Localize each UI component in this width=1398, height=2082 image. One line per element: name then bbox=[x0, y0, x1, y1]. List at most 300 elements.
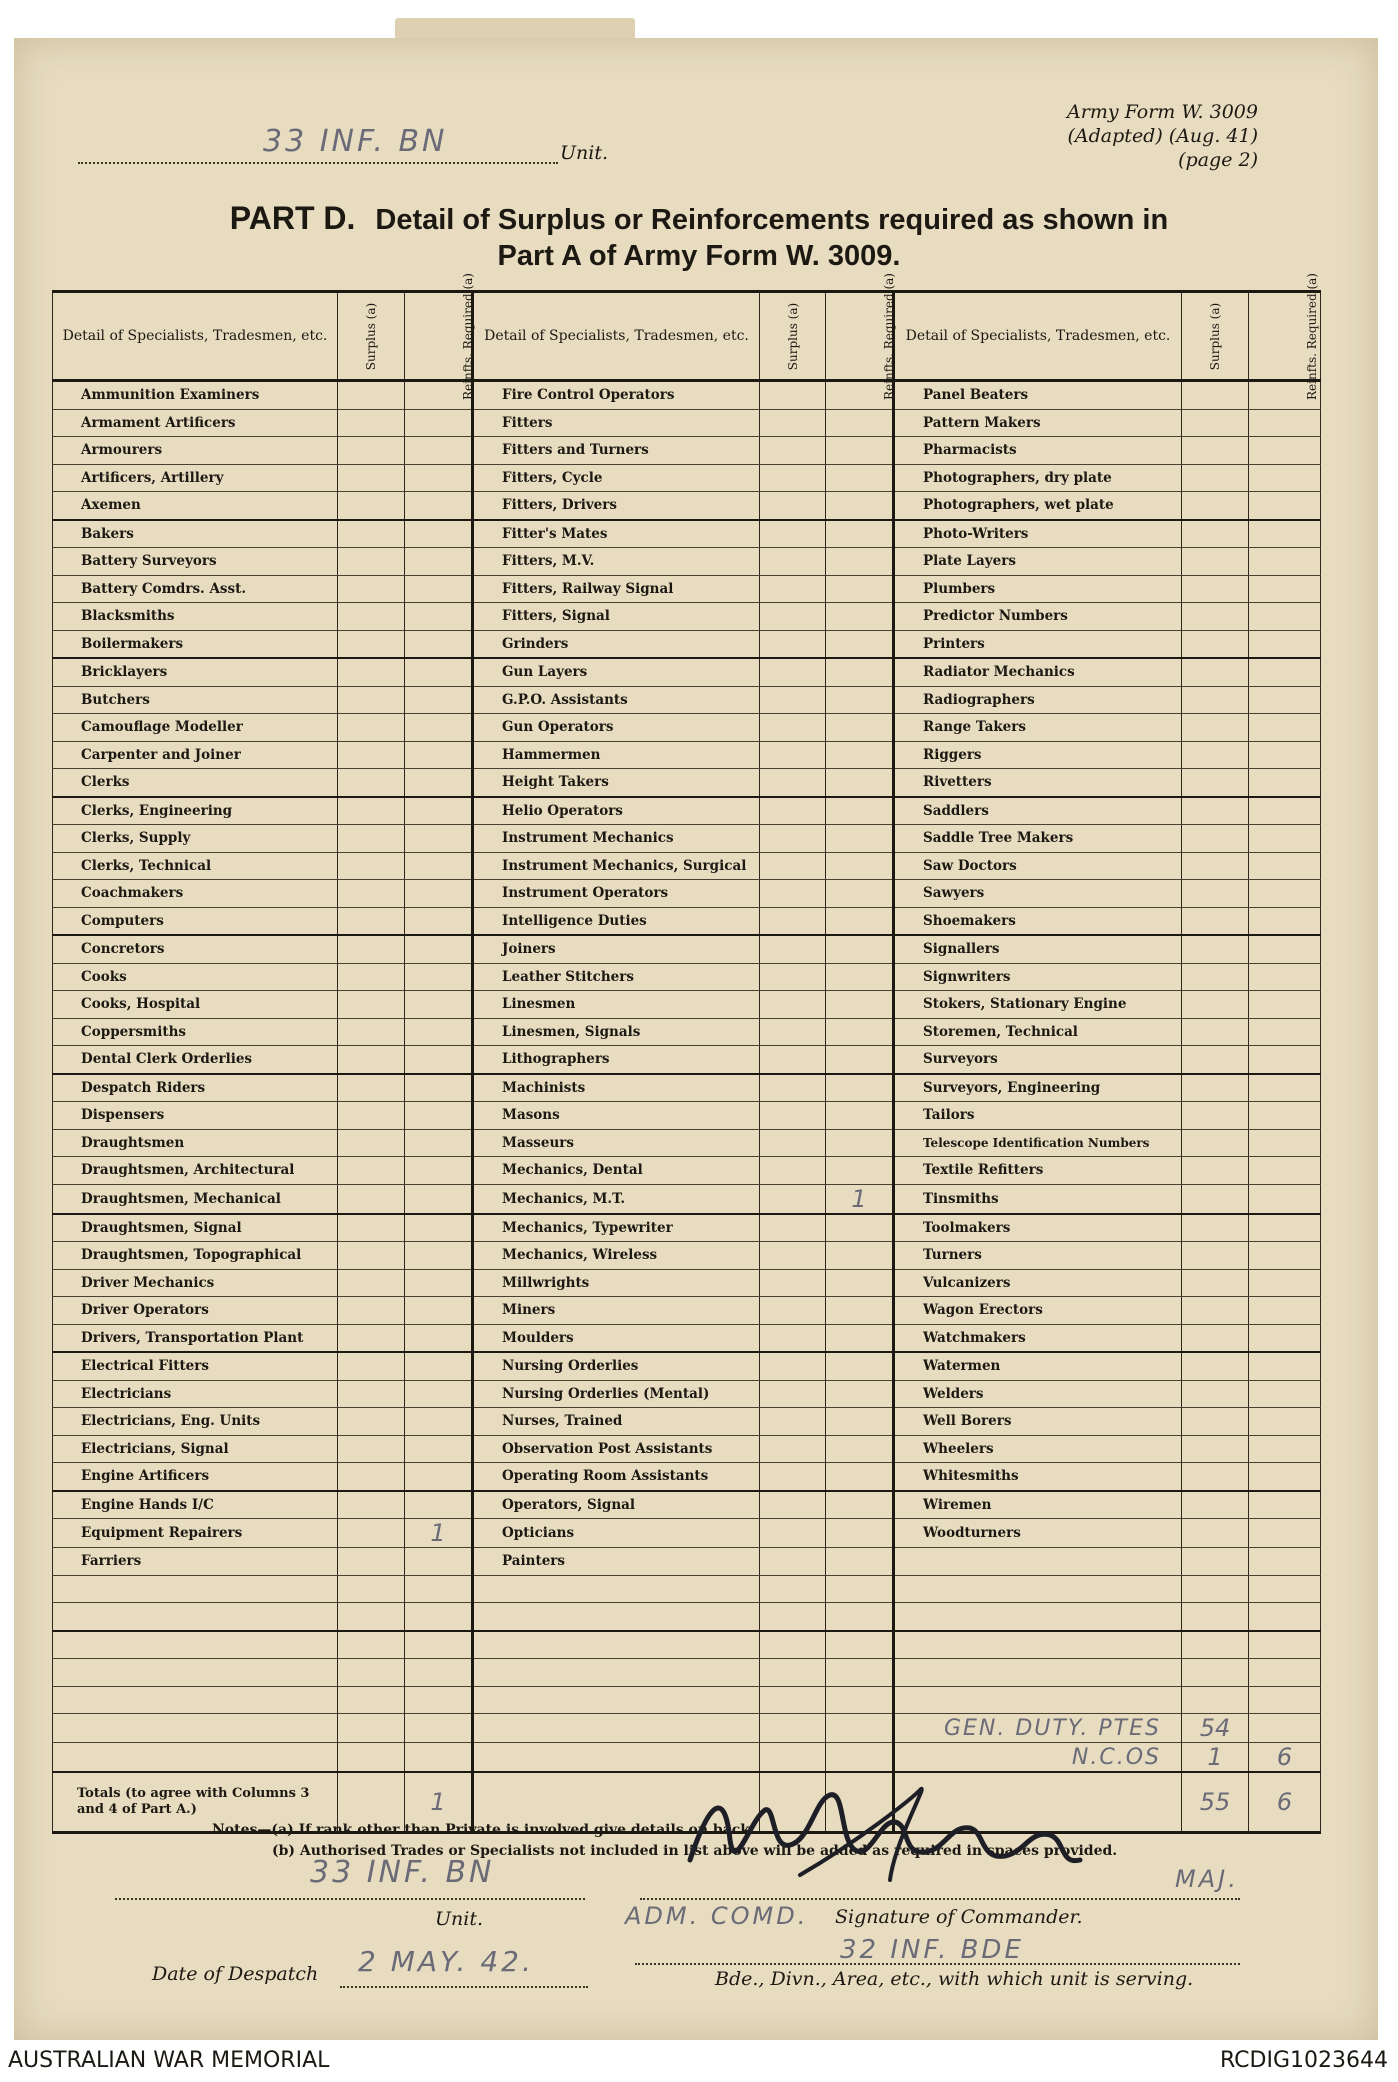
reinfts-cell[interactable] bbox=[1249, 437, 1321, 465]
surplus-cell[interactable] bbox=[760, 409, 826, 437]
surplus-cell[interactable] bbox=[760, 1603, 826, 1631]
surplus-cell[interactable] bbox=[760, 1297, 826, 1325]
surplus-cell[interactable] bbox=[1182, 381, 1249, 410]
blank-name-cell[interactable] bbox=[894, 1575, 1182, 1603]
reinfts-cell[interactable] bbox=[405, 1435, 473, 1463]
reinfts-cell[interactable] bbox=[405, 1603, 473, 1631]
reinfts-cell[interactable] bbox=[405, 1463, 473, 1491]
reinfts-cell[interactable] bbox=[405, 1242, 473, 1270]
reinfts-cell[interactable] bbox=[826, 492, 894, 520]
reinfts-cell[interactable] bbox=[826, 741, 894, 769]
reinfts-cell[interactable] bbox=[1249, 1046, 1321, 1074]
reinfts-cell[interactable] bbox=[826, 409, 894, 437]
surplus-cell[interactable] bbox=[760, 1659, 826, 1687]
reinfts-cell[interactable] bbox=[405, 1214, 473, 1242]
reinfts-cell[interactable] bbox=[405, 852, 473, 880]
total-surplus-3[interactable]: 55 bbox=[1182, 1772, 1249, 1833]
surplus-cell[interactable] bbox=[1182, 963, 1249, 991]
reinfts-cell[interactable] bbox=[826, 797, 894, 825]
surplus-cell[interactable] bbox=[338, 991, 405, 1019]
reinfts-cell[interactable] bbox=[826, 437, 894, 465]
surplus-cell[interactable]: 1 bbox=[1182, 1743, 1249, 1773]
surplus-cell[interactable] bbox=[338, 630, 405, 658]
surplus-cell[interactable] bbox=[338, 1074, 405, 1102]
reinfts-cell[interactable] bbox=[405, 1297, 473, 1325]
reinfts-cell[interactable] bbox=[405, 1380, 473, 1408]
reinfts-cell[interactable] bbox=[405, 437, 473, 465]
total-reinfts-3[interactable]: 6 bbox=[1249, 1772, 1321, 1833]
reinfts-cell[interactable] bbox=[826, 575, 894, 603]
reinfts-cell[interactable] bbox=[826, 1157, 894, 1185]
reinfts-cell[interactable] bbox=[1249, 492, 1321, 520]
surplus-cell[interactable] bbox=[1182, 1548, 1249, 1576]
date-line[interactable] bbox=[340, 1986, 588, 1988]
surplus-cell[interactable] bbox=[1182, 741, 1249, 769]
surplus-cell[interactable] bbox=[338, 1269, 405, 1297]
surplus-cell[interactable] bbox=[338, 1018, 405, 1046]
reinfts-cell[interactable] bbox=[1249, 1575, 1321, 1603]
reinfts-cell[interactable] bbox=[826, 1603, 894, 1631]
reinfts-cell[interactable] bbox=[405, 1714, 473, 1743]
surplus-cell[interactable] bbox=[760, 714, 826, 742]
reinfts-cell[interactable] bbox=[1249, 825, 1321, 853]
blank-name-cell[interactable] bbox=[53, 1743, 338, 1773]
reinfts-cell[interactable] bbox=[826, 464, 894, 492]
reinfts-cell[interactable] bbox=[1249, 963, 1321, 991]
surplus-cell[interactable] bbox=[1182, 548, 1249, 576]
surplus-cell[interactable] bbox=[1182, 1074, 1249, 1102]
surplus-cell[interactable] bbox=[1182, 1603, 1249, 1631]
surplus-cell[interactable] bbox=[338, 1463, 405, 1491]
surplus-cell[interactable] bbox=[1182, 464, 1249, 492]
reinfts-cell[interactable] bbox=[405, 963, 473, 991]
reinfts-cell[interactable] bbox=[826, 963, 894, 991]
unit-line-bottom[interactable] bbox=[115, 1898, 585, 1900]
surplus-cell[interactable] bbox=[760, 852, 826, 880]
reinfts-cell[interactable] bbox=[826, 1519, 894, 1548]
added-trade[interactable]: N.C.OS bbox=[894, 1743, 1182, 1773]
reinfts-cell[interactable] bbox=[405, 1046, 473, 1074]
reinfts-cell[interactable] bbox=[826, 1046, 894, 1074]
reinfts-cell[interactable] bbox=[405, 464, 473, 492]
surplus-cell[interactable] bbox=[338, 1659, 405, 1687]
reinfts-cell[interactable] bbox=[1249, 603, 1321, 631]
surplus-cell[interactable] bbox=[1182, 686, 1249, 714]
blank-name-cell[interactable] bbox=[473, 1714, 760, 1743]
reinfts-cell[interactable] bbox=[405, 797, 473, 825]
reinfts-cell[interactable] bbox=[1249, 630, 1321, 658]
surplus-cell[interactable] bbox=[338, 907, 405, 935]
reinfts-cell[interactable] bbox=[1249, 1408, 1321, 1436]
reinfts-cell[interactable] bbox=[826, 520, 894, 548]
reinfts-cell[interactable] bbox=[1249, 797, 1321, 825]
surplus-cell[interactable] bbox=[1182, 409, 1249, 437]
surplus-cell[interactable] bbox=[760, 1074, 826, 1102]
reinfts-cell[interactable] bbox=[826, 880, 894, 908]
reinfts-cell[interactable] bbox=[405, 1018, 473, 1046]
surplus-cell[interactable] bbox=[760, 935, 826, 963]
surplus-cell[interactable] bbox=[1182, 1575, 1249, 1603]
reinfts-cell[interactable] bbox=[405, 1184, 473, 1214]
reinfts-cell[interactable] bbox=[1249, 1102, 1321, 1130]
blank-name-cell[interactable] bbox=[53, 1603, 338, 1631]
reinfts-cell[interactable] bbox=[826, 1575, 894, 1603]
reinfts-cell[interactable] bbox=[826, 686, 894, 714]
blank-name-cell[interactable] bbox=[53, 1631, 338, 1659]
blank-name-cell[interactable] bbox=[473, 1603, 760, 1631]
unit-field-top[interactable] bbox=[78, 124, 609, 164]
reinfts-cell[interactable] bbox=[826, 991, 894, 1019]
surplus-cell[interactable] bbox=[760, 1380, 826, 1408]
surplus-cell[interactable] bbox=[1182, 630, 1249, 658]
reinfts-cell[interactable] bbox=[1249, 1214, 1321, 1242]
surplus-cell[interactable] bbox=[338, 686, 405, 714]
reinfts-cell[interactable] bbox=[405, 769, 473, 797]
reinfts-cell[interactable] bbox=[826, 1548, 894, 1576]
surplus-cell[interactable] bbox=[338, 1242, 405, 1270]
reinfts-cell[interactable] bbox=[826, 1018, 894, 1046]
surplus-cell[interactable] bbox=[1182, 1214, 1249, 1242]
surplus-cell[interactable] bbox=[338, 1408, 405, 1436]
surplus-cell[interactable] bbox=[760, 1046, 826, 1074]
reinfts-cell[interactable] bbox=[405, 1575, 473, 1603]
surplus-cell[interactable] bbox=[760, 1324, 826, 1352]
surplus-cell[interactable] bbox=[1182, 1184, 1249, 1214]
reinfts-cell[interactable] bbox=[405, 880, 473, 908]
surplus-cell[interactable] bbox=[760, 492, 826, 520]
reinfts-cell[interactable] bbox=[405, 714, 473, 742]
reinfts-cell[interactable] bbox=[826, 1714, 894, 1743]
surplus-cell[interactable] bbox=[338, 1714, 405, 1743]
reinfts-cell[interactable]: 1 bbox=[405, 1519, 473, 1548]
reinfts-cell[interactable] bbox=[405, 1686, 473, 1714]
reinfts-cell[interactable] bbox=[826, 1269, 894, 1297]
reinfts-cell[interactable] bbox=[1249, 1714, 1321, 1743]
reinfts-cell[interactable] bbox=[826, 1242, 894, 1270]
surplus-cell[interactable] bbox=[760, 548, 826, 576]
surplus-cell[interactable] bbox=[338, 825, 405, 853]
surplus-cell[interactable] bbox=[1182, 1352, 1249, 1380]
reinfts-cell[interactable] bbox=[405, 575, 473, 603]
reinfts-cell[interactable] bbox=[1249, 769, 1321, 797]
total-reinfts-1[interactable]: 1 bbox=[405, 1772, 473, 1833]
surplus-cell[interactable] bbox=[338, 1352, 405, 1380]
surplus-cell[interactable] bbox=[760, 1743, 826, 1773]
surplus-cell[interactable] bbox=[760, 1463, 826, 1491]
surplus-cell[interactable] bbox=[338, 492, 405, 520]
reinfts-cell[interactable] bbox=[405, 520, 473, 548]
blank-name-cell[interactable] bbox=[894, 1659, 1182, 1687]
surplus-cell[interactable] bbox=[1182, 1631, 1249, 1659]
reinfts-cell[interactable] bbox=[1249, 1269, 1321, 1297]
reinfts-cell[interactable] bbox=[405, 907, 473, 935]
surplus-cell[interactable] bbox=[760, 1157, 826, 1185]
surplus-cell[interactable] bbox=[760, 381, 826, 410]
surplus-cell[interactable] bbox=[760, 1242, 826, 1270]
surplus-cell[interactable] bbox=[760, 1631, 826, 1659]
surplus-cell[interactable] bbox=[760, 880, 826, 908]
reinfts-cell[interactable] bbox=[1249, 1659, 1321, 1687]
reinfts-cell[interactable] bbox=[826, 1297, 894, 1325]
surplus-cell[interactable]: 54 bbox=[1182, 1714, 1249, 1743]
reinfts-cell[interactable] bbox=[405, 1074, 473, 1102]
surplus-cell[interactable] bbox=[1182, 1102, 1249, 1130]
surplus-cell[interactable] bbox=[338, 1184, 405, 1214]
surplus-cell[interactable] bbox=[1182, 1297, 1249, 1325]
reinfts-cell[interactable] bbox=[1249, 1548, 1321, 1576]
surplus-cell[interactable] bbox=[1182, 1046, 1249, 1074]
reinfts-cell[interactable] bbox=[1249, 1242, 1321, 1270]
reinfts-cell[interactable]: 1 bbox=[826, 1184, 894, 1214]
surplus-cell[interactable] bbox=[1182, 603, 1249, 631]
reinfts-cell[interactable] bbox=[405, 409, 473, 437]
reinfts-cell[interactable] bbox=[1249, 1603, 1321, 1631]
surplus-cell[interactable] bbox=[760, 769, 826, 797]
reinfts-cell[interactable] bbox=[405, 1269, 473, 1297]
reinfts-cell[interactable] bbox=[1249, 1352, 1321, 1380]
reinfts-cell[interactable] bbox=[1249, 575, 1321, 603]
surplus-cell[interactable] bbox=[338, 381, 405, 410]
surplus-cell[interactable] bbox=[1182, 1659, 1249, 1687]
surplus-cell[interactable] bbox=[338, 464, 405, 492]
reinfts-cell[interactable] bbox=[405, 1548, 473, 1576]
surplus-cell[interactable] bbox=[338, 575, 405, 603]
reinfts-cell[interactable] bbox=[405, 1491, 473, 1519]
surplus-cell[interactable] bbox=[760, 603, 826, 631]
surplus-cell[interactable] bbox=[338, 437, 405, 465]
reinfts-cell[interactable] bbox=[405, 1352, 473, 1380]
surplus-cell[interactable] bbox=[760, 575, 826, 603]
surplus-cell[interactable] bbox=[760, 658, 826, 686]
surplus-cell[interactable] bbox=[1182, 1324, 1249, 1352]
reinfts-cell[interactable] bbox=[405, 825, 473, 853]
reinfts-cell[interactable] bbox=[826, 852, 894, 880]
surplus-cell[interactable] bbox=[1182, 520, 1249, 548]
blank-name-cell[interactable] bbox=[473, 1686, 760, 1714]
reinfts-cell[interactable] bbox=[1249, 520, 1321, 548]
surplus-cell[interactable] bbox=[338, 1575, 405, 1603]
surplus-cell[interactable] bbox=[1182, 880, 1249, 908]
reinfts-cell[interactable] bbox=[405, 1743, 473, 1773]
surplus-cell[interactable] bbox=[1182, 907, 1249, 935]
reinfts-cell[interactable] bbox=[826, 630, 894, 658]
reinfts-cell[interactable] bbox=[1249, 1380, 1321, 1408]
blank-name-cell[interactable] bbox=[53, 1686, 338, 1714]
surplus-cell[interactable] bbox=[760, 825, 826, 853]
reinfts-cell[interactable] bbox=[405, 1659, 473, 1687]
surplus-cell[interactable] bbox=[760, 1491, 826, 1519]
reinfts-cell[interactable] bbox=[405, 630, 473, 658]
surplus-cell[interactable] bbox=[1182, 1408, 1249, 1436]
blank-name-cell[interactable] bbox=[473, 1575, 760, 1603]
reinfts-cell[interactable] bbox=[826, 714, 894, 742]
reinfts-cell[interactable] bbox=[1249, 1129, 1321, 1157]
reinfts-cell[interactable] bbox=[1249, 409, 1321, 437]
surplus-cell[interactable] bbox=[338, 409, 405, 437]
blank-name-cell[interactable] bbox=[53, 1659, 338, 1687]
reinfts-cell[interactable] bbox=[1249, 464, 1321, 492]
reinfts-cell[interactable] bbox=[1249, 1074, 1321, 1102]
surplus-cell[interactable] bbox=[760, 1408, 826, 1436]
surplus-cell[interactable] bbox=[760, 630, 826, 658]
reinfts-cell[interactable] bbox=[1249, 1184, 1321, 1214]
surplus-cell[interactable] bbox=[1182, 769, 1249, 797]
reinfts-cell[interactable] bbox=[826, 1408, 894, 1436]
reinfts-cell[interactable] bbox=[826, 1659, 894, 1687]
surplus-cell[interactable] bbox=[338, 520, 405, 548]
surplus-cell[interactable] bbox=[338, 1491, 405, 1519]
surplus-cell[interactable] bbox=[338, 1435, 405, 1463]
surplus-cell[interactable] bbox=[760, 1269, 826, 1297]
surplus-cell[interactable] bbox=[338, 880, 405, 908]
reinfts-cell[interactable] bbox=[1249, 880, 1321, 908]
reinfts-cell[interactable] bbox=[826, 1686, 894, 1714]
surplus-cell[interactable] bbox=[760, 1714, 826, 1743]
surplus-cell[interactable] bbox=[338, 1603, 405, 1631]
surplus-cell[interactable] bbox=[760, 686, 826, 714]
reinfts-cell[interactable] bbox=[826, 603, 894, 631]
surplus-cell[interactable] bbox=[760, 1214, 826, 1242]
reinfts-cell[interactable] bbox=[826, 1631, 894, 1659]
reinfts-cell[interactable] bbox=[405, 741, 473, 769]
surplus-cell[interactable] bbox=[338, 1686, 405, 1714]
surplus-cell[interactable] bbox=[760, 1129, 826, 1157]
reinfts-cell[interactable] bbox=[826, 1491, 894, 1519]
reinfts-cell[interactable] bbox=[826, 1463, 894, 1491]
blank-name-cell[interactable] bbox=[53, 1714, 338, 1743]
surplus-cell[interactable] bbox=[338, 769, 405, 797]
surplus-cell[interactable] bbox=[1182, 575, 1249, 603]
surplus-cell[interactable] bbox=[760, 437, 826, 465]
surplus-cell[interactable] bbox=[1182, 492, 1249, 520]
blank-name-cell[interactable] bbox=[894, 1603, 1182, 1631]
surplus-cell[interactable] bbox=[338, 935, 405, 963]
reinfts-cell[interactable] bbox=[826, 1074, 894, 1102]
reinfts-cell[interactable] bbox=[1249, 548, 1321, 576]
surplus-cell[interactable] bbox=[760, 797, 826, 825]
reinfts-cell[interactable] bbox=[1249, 1297, 1321, 1325]
surplus-cell[interactable] bbox=[1182, 935, 1249, 963]
blank-name-cell[interactable] bbox=[473, 1659, 760, 1687]
added-trade[interactable]: GEN. DUTY. PTES bbox=[894, 1714, 1182, 1743]
surplus-cell[interactable] bbox=[338, 1380, 405, 1408]
reinfts-cell[interactable] bbox=[826, 1435, 894, 1463]
surplus-cell[interactable] bbox=[760, 464, 826, 492]
bde-line[interactable] bbox=[635, 1963, 1240, 1965]
reinfts-cell[interactable] bbox=[1249, 1631, 1321, 1659]
reinfts-cell[interactable] bbox=[405, 935, 473, 963]
surplus-cell[interactable] bbox=[760, 1018, 826, 1046]
surplus-cell[interactable] bbox=[760, 991, 826, 1019]
surplus-cell[interactable] bbox=[338, 852, 405, 880]
reinfts-cell[interactable] bbox=[826, 1352, 894, 1380]
reinfts-cell[interactable] bbox=[826, 1102, 894, 1130]
reinfts-cell[interactable] bbox=[1249, 1324, 1321, 1352]
surplus-cell[interactable] bbox=[760, 1435, 826, 1463]
reinfts-cell[interactable] bbox=[826, 1743, 894, 1773]
reinfts-cell[interactable] bbox=[1249, 658, 1321, 686]
surplus-cell[interactable] bbox=[338, 714, 405, 742]
reinfts-cell[interactable]: 6 bbox=[1249, 1743, 1321, 1773]
reinfts-cell[interactable] bbox=[405, 1129, 473, 1157]
reinfts-cell[interactable] bbox=[405, 1157, 473, 1185]
surplus-cell[interactable] bbox=[338, 741, 405, 769]
surplus-cell[interactable] bbox=[760, 741, 826, 769]
surplus-cell[interactable] bbox=[338, 1548, 405, 1576]
reinfts-cell[interactable] bbox=[826, 907, 894, 935]
surplus-cell[interactable] bbox=[760, 1352, 826, 1380]
surplus-cell[interactable] bbox=[760, 1686, 826, 1714]
surplus-cell[interactable] bbox=[1182, 1018, 1249, 1046]
surplus-cell[interactable] bbox=[338, 1214, 405, 1242]
surplus-cell[interactable] bbox=[338, 1297, 405, 1325]
surplus-cell[interactable] bbox=[1182, 825, 1249, 853]
surplus-cell[interactable] bbox=[338, 797, 405, 825]
surplus-cell[interactable] bbox=[338, 1324, 405, 1352]
surplus-cell[interactable] bbox=[760, 963, 826, 991]
surplus-cell[interactable] bbox=[760, 1575, 826, 1603]
signature-line[interactable] bbox=[640, 1898, 1240, 1900]
surplus-cell[interactable] bbox=[760, 1519, 826, 1548]
reinfts-cell[interactable] bbox=[826, 935, 894, 963]
blank-name-cell[interactable] bbox=[53, 1575, 338, 1603]
surplus-cell[interactable] bbox=[1182, 658, 1249, 686]
surplus-cell[interactable] bbox=[338, 658, 405, 686]
surplus-cell[interactable] bbox=[338, 1129, 405, 1157]
reinfts-cell[interactable] bbox=[1249, 1463, 1321, 1491]
reinfts-cell[interactable] bbox=[1249, 1435, 1321, 1463]
reinfts-cell[interactable] bbox=[405, 548, 473, 576]
reinfts-cell[interactable] bbox=[1249, 1519, 1321, 1548]
reinfts-cell[interactable] bbox=[405, 1408, 473, 1436]
reinfts-cell[interactable] bbox=[1249, 1157, 1321, 1185]
reinfts-cell[interactable] bbox=[826, 1324, 894, 1352]
reinfts-cell[interactable] bbox=[1249, 1686, 1321, 1714]
reinfts-cell[interactable] bbox=[826, 769, 894, 797]
reinfts-cell[interactable] bbox=[1249, 1491, 1321, 1519]
surplus-cell[interactable] bbox=[1182, 437, 1249, 465]
surplus-cell[interactable] bbox=[338, 1102, 405, 1130]
blank-name-cell[interactable] bbox=[894, 1686, 1182, 1714]
surplus-cell[interactable] bbox=[760, 1184, 826, 1214]
surplus-cell[interactable] bbox=[1182, 1380, 1249, 1408]
surplus-cell[interactable] bbox=[338, 963, 405, 991]
reinfts-cell[interactable] bbox=[826, 1129, 894, 1157]
surplus-cell[interactable] bbox=[338, 1046, 405, 1074]
surplus-cell[interactable] bbox=[1182, 852, 1249, 880]
reinfts-cell[interactable] bbox=[405, 658, 473, 686]
surplus-cell[interactable] bbox=[338, 603, 405, 631]
reinfts-cell[interactable] bbox=[826, 658, 894, 686]
reinfts-cell[interactable] bbox=[826, 1214, 894, 1242]
blank-name-cell[interactable] bbox=[473, 1631, 760, 1659]
reinfts-cell[interactable] bbox=[405, 492, 473, 520]
blank-name-cell[interactable] bbox=[894, 1631, 1182, 1659]
surplus-cell[interactable] bbox=[1182, 1463, 1249, 1491]
reinfts-cell[interactable] bbox=[1249, 852, 1321, 880]
surplus-cell[interactable] bbox=[1182, 797, 1249, 825]
surplus-cell[interactable] bbox=[1182, 1242, 1249, 1270]
reinfts-cell[interactable] bbox=[405, 991, 473, 1019]
surplus-cell[interactable] bbox=[760, 1102, 826, 1130]
surplus-cell[interactable] bbox=[1182, 1435, 1249, 1463]
surplus-cell[interactable] bbox=[1182, 991, 1249, 1019]
surplus-cell[interactable] bbox=[338, 1631, 405, 1659]
reinfts-cell[interactable] bbox=[826, 1380, 894, 1408]
surplus-cell[interactable] bbox=[338, 1157, 405, 1185]
reinfts-cell[interactable] bbox=[405, 1102, 473, 1130]
surplus-cell[interactable] bbox=[1182, 714, 1249, 742]
